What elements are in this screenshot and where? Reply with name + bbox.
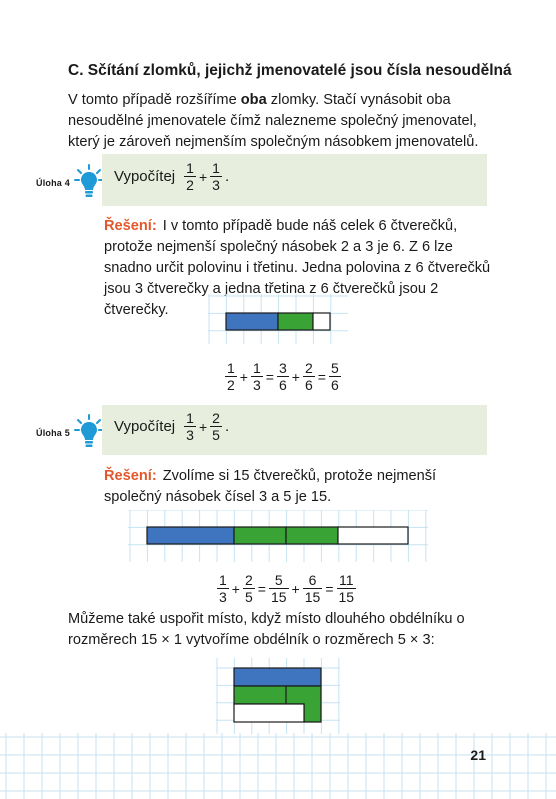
- plus-sign: +: [198, 418, 208, 435]
- empty-cells: [234, 704, 304, 722]
- equals-sign: =: [265, 368, 274, 385]
- third-rows: [234, 668, 321, 686]
- fifth-bar-2: [286, 527, 338, 544]
- third-bar: [278, 313, 313, 330]
- fraction: $\frac{1}{3}$: [252, 360, 261, 393]
- grid-figure-4: [208, 294, 348, 344]
- equals-sign: =: [317, 368, 326, 385]
- equation-5: [216, 572, 357, 605]
- fifth-bar-1: [234, 527, 286, 544]
- solution-4-text: I v tomto případě bude náš celek 6 čtverečků, protože nejmenší společný násobek 2 a 3 je 6. Z 6 lze snadno určit polovinu i třetinu. Jedna polovina z 6 čtverečků jsou 3 čtverečky a jedna třetina z 6 čtverečků jsou 2 čtverečky.: [104, 218, 491, 318]
- fraction: $\frac{2}{6}$: [304, 360, 313, 393]
- solution-5-label: Řešení:: [104, 468, 157, 484]
- fraction: $\frac{1}{3}$: [219, 572, 227, 605]
- grid-figure-5x3: [216, 658, 340, 734]
- half-bar: [226, 313, 278, 330]
- fraction: $\frac{2}{5}$: [212, 410, 220, 443]
- fraction: $\frac{5}{15}$: [270, 572, 287, 605]
- plus-sign: +: [239, 368, 248, 385]
- fraction: $\frac{2}{5}$: [244, 572, 253, 605]
- bottom-grid-decoration: [0, 733, 556, 799]
- task-4-label: Úloha 4: [36, 178, 70, 188]
- fraction: $\frac{6}{15}$: [304, 572, 321, 605]
- closing-paragraph: Můžeme také uspořit místo, když místo dlouhého obdélníku o rozměrech 15 × 1 vytvoříme obdélník o rozměrech 5 × 3:: [68, 611, 465, 648]
- equals-sign: =: [257, 580, 266, 597]
- task-5-prompt: Vypočítej: [114, 418, 176, 435]
- lightbulb-icon: [74, 164, 104, 200]
- solution-5: [104, 466, 494, 508]
- intro-paragraph: V tomto případě rozšíříme oba zlomky. Stačí vynásobit oba nesoudělné jmenovatele čímž nalezneme společný jmenovatel, který je zároveň nejmenším společným násobkem jmenovatelů.: [68, 92, 479, 150]
- task-5-box: [102, 405, 487, 455]
- task-4-prompt: Vypočítej: [114, 168, 176, 185]
- solution-5-text: Zvolíme si 15 čtverečků, protože nejmenší společný násobek čísel 3 a 5 je 15.: [104, 468, 437, 505]
- fraction: $\frac{1}{2}$: [186, 160, 194, 193]
- empty-cells: [338, 527, 408, 544]
- fraction: $\frac{1}{2}$: [227, 360, 235, 393]
- fraction: $\frac{5}{6}$: [330, 360, 339, 393]
- solution-4-label: Řešení:: [104, 218, 157, 234]
- plus-sign: +: [198, 168, 208, 185]
- task-5-label: Úloha 5: [36, 428, 70, 438]
- third-bar: [147, 527, 234, 544]
- period: .: [224, 168, 230, 185]
- equation-4: [224, 360, 342, 393]
- grid-figure-5: [128, 510, 428, 562]
- page-number: 21: [470, 747, 486, 763]
- fraction: $\frac{1}{3}$: [212, 160, 220, 193]
- equals-sign: =: [325, 580, 334, 597]
- plus-sign: +: [291, 580, 300, 597]
- fraction: $\frac{3}{6}$: [278, 360, 287, 393]
- lightbulb-icon: [74, 414, 104, 450]
- plus-sign: +: [231, 580, 240, 597]
- fraction: $\frac{11}{15}$: [338, 572, 355, 605]
- period: .: [224, 418, 230, 435]
- fraction: $\frac{1}{3}$: [186, 410, 194, 443]
- task-4-box: [102, 154, 487, 206]
- empty-cell: [313, 313, 330, 330]
- section-heading: C. Sčítání zlomků, jejichž jmenovatelé jsou čísla nesoudělná: [68, 62, 512, 79]
- plus-sign: +: [291, 368, 300, 385]
